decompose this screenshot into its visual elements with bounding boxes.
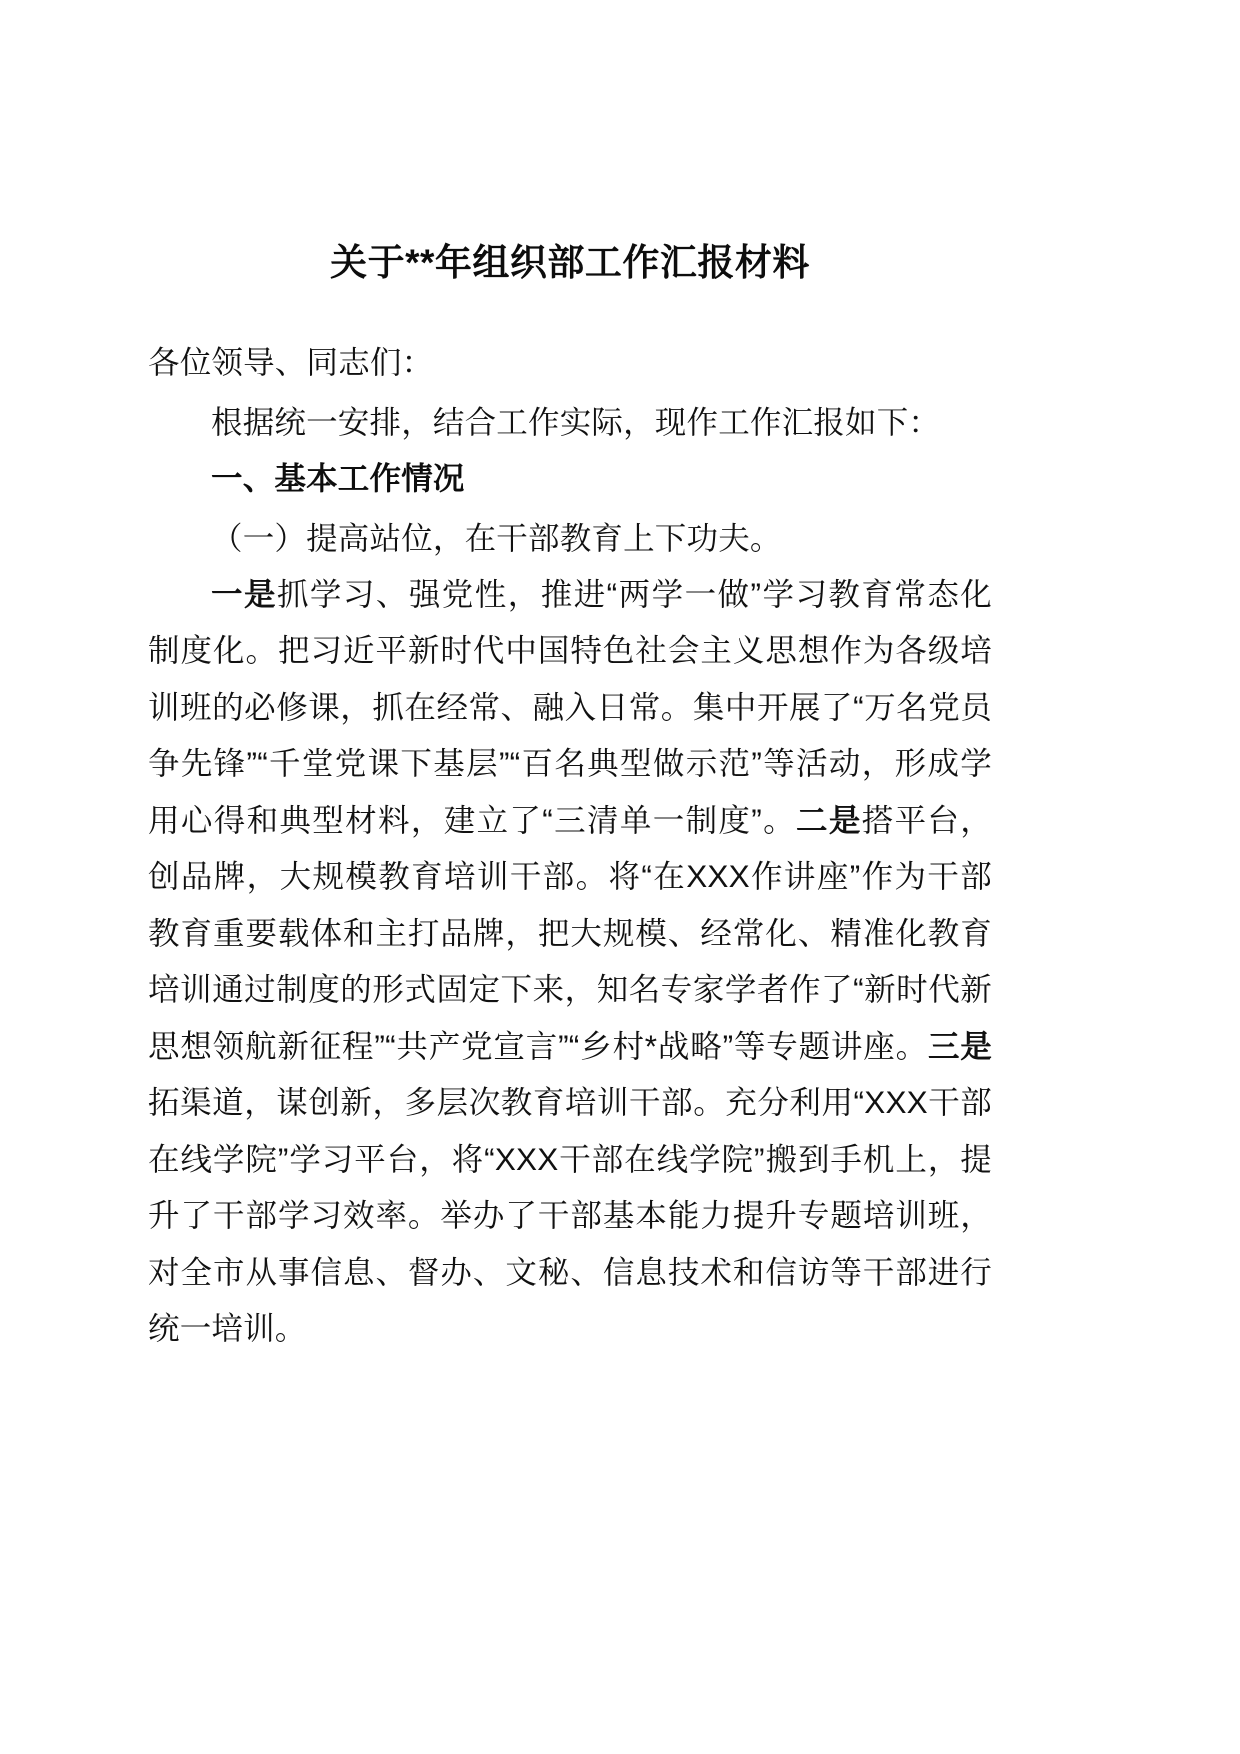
- body-paragraph: [148, 566, 992, 1357]
- page-title: 关于**年组织部工作汇报材料: [330, 242, 810, 283]
- subsection-heading-1: （一）提高站位，在干部教育上下功夫。: [211, 519, 782, 556]
- section-heading-1: 一、基本工作情况: [211, 459, 465, 496]
- run-in-marker-one: 一是: [211, 575, 277, 612]
- document-content: [148, 0, 992, 1357]
- run-in-marker-three: 三是: [927, 1027, 992, 1064]
- salutation-line: 各位领导、同志们：: [148, 343, 434, 380]
- opening-paragraph: 根据统一安排，结合工作实际，现作工作汇报如下：: [211, 403, 941, 440]
- run-in-text-three: 拓渠道，谋创新，多层次教育培训干部。充分利用“XXX干部在线学院”学习平台，将“XXX干部在线学院”搬到手机上，提升了干部学习效率。举办了干部基本能力提升专题培训班，对全市从事信息、督办、文秘、信息技术和信访等干部进行统一培训。: [148, 1084, 992, 1347]
- run-in-text-one: 抓学习、强党性，推进“两学一做”学习教育常态化制度化。把习近平新时代中国特色社会主义思想作为各级培训班的必修课，抓在经常、融入日常。集中开展了“万名党员争先锋”“千堂党课下基层”“百名典型做示范”等活动，形成学用心得和典型材料，建立了“三清单一制度”。: [148, 575, 992, 838]
- run-in-marker-two: 二是: [796, 801, 862, 838]
- run-in-text-two: 搭平台，创品牌，大规模教育培训干部。将“在XXX作讲座”作为干部教育重要载体和主打品牌，把大规模、经常化、精准化教育培训通过制度的形式固定下来，知名专家学者作了“新时代新思想领航新征程”“共产党宣言”“乡村*战略”等专题讲座。: [148, 801, 992, 1064]
